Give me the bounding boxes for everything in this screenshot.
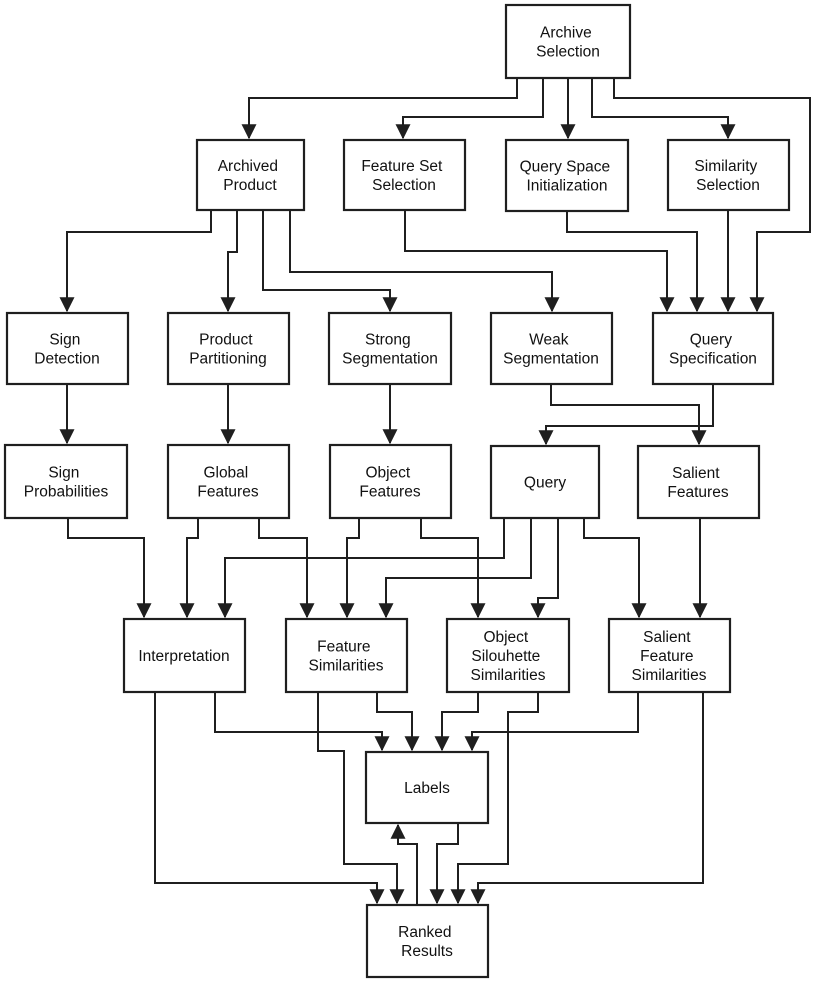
node-ranked-results [367, 905, 488, 977]
edge-query-specification-query [546, 384, 713, 444]
feature-similarities-box [286, 619, 407, 692]
sign-detection-box [7, 313, 128, 384]
edge-ranked-results-labels-feedback [398, 825, 417, 905]
interpretation-label: Interpretation [138, 648, 230, 665]
node-feature-set-selection [344, 140, 465, 210]
node-interpretation [124, 619, 245, 692]
archived-product-label: Archived Product [217, 158, 278, 194]
node-similarity-selection [668, 140, 789, 210]
global-features-box [168, 445, 289, 518]
similarity-selection-label: Similarity Selection [694, 158, 760, 194]
salient-feature-similarities-label: Salient Feature Similarities [631, 629, 707, 684]
edge-labels-ranked-results [437, 823, 458, 903]
sign-probabilities-box [5, 445, 127, 518]
query-specification-box [653, 313, 773, 384]
weak-segmentation-box [491, 313, 612, 384]
salient-features-box [638, 446, 759, 518]
edge-query-interpretation [225, 518, 504, 617]
node-global-features [168, 445, 289, 518]
node-archived-product [197, 140, 304, 210]
query-label: Query [523, 474, 567, 492]
edge-object-features-object-silouhette-similarities [421, 518, 478, 617]
edge-query-object-silouhette-similarities [538, 518, 558, 617]
node-feature-similarities [286, 619, 407, 692]
node-query-space-initialization [506, 140, 628, 211]
edge-global-features-feature-similarities [259, 518, 307, 617]
weak-segmentation-label: Weak Segmentation [503, 331, 599, 368]
edge-feature-set-selection-query-specification [405, 210, 667, 311]
edge-query-salient-feature-similarities [584, 518, 639, 617]
node-query-specification [653, 313, 773, 384]
edge-archive-selection-feature-set-selection [403, 78, 543, 138]
sign-detection-label: Sign Detection [34, 331, 100, 368]
sign-probabilities-label: Sign Probabilities [23, 464, 109, 501]
edge-archived-product-product-partitioning [228, 210, 237, 311]
edge-archive-selection-similarity-selection [592, 78, 728, 138]
feature-set-selection-box [344, 140, 465, 210]
node-labels [366, 752, 488, 823]
edge-global-features-interpretation [187, 518, 198, 617]
node-weak-segmentation [491, 313, 612, 384]
edge-archive-selection-archived-product [249, 78, 517, 138]
archive-selection-label: Archive Selection [536, 24, 600, 61]
node-archive-selection [506, 5, 630, 78]
edge-sign-probabilities-interpretation [68, 518, 144, 617]
edge-archived-product-weak-segmentation [290, 210, 552, 311]
strong-segmentation-box [329, 313, 451, 384]
node-strong-segmentation [329, 313, 451, 384]
product-partitioning-box [168, 313, 289, 384]
edge-interpretation-labels [215, 692, 382, 750]
edge-object-features-feature-similarities [347, 518, 359, 617]
edge-weak-segmentation-salient-features [551, 384, 699, 444]
archive-selection-box [506, 5, 630, 78]
edge-archived-product-strong-segmentation [263, 210, 390, 311]
node-object-silouhette-similarities [447, 619, 569, 692]
global-features-label: Global Features [197, 464, 259, 501]
object-features-label: Object Features [359, 464, 421, 501]
node-sign-detection [7, 313, 128, 384]
strong-segmentation-label: Strong Segmentation [342, 331, 438, 368]
node-sign-probabilities [5, 445, 127, 518]
edge-archived-product-sign-detection [67, 210, 211, 311]
edge-query-space-initialization-query-specification [567, 211, 697, 311]
object-silouhette-similarities-label: Object Silouhette Similarities [470, 629, 546, 684]
node-salient-features [638, 446, 759, 518]
ranked-results-label: Ranked Results [398, 924, 453, 960]
node-query [491, 446, 599, 518]
query-space-initialization-label: Query Space Initialization [519, 158, 611, 195]
node-product-partitioning [168, 313, 289, 384]
node-salient-feature-similarities [609, 619, 730, 692]
node-object-features [330, 445, 451, 518]
labels-label: Labels [404, 780, 450, 797]
edge-query-feature-similarities [386, 518, 531, 617]
feature-similarities-label: Feature Similarities [308, 638, 384, 675]
query-space-initialization-box [506, 140, 628, 211]
similarity-selection-box [668, 140, 789, 210]
salient-features-label: Salient Features [667, 465, 729, 501]
product-partitioning-label: Product Partitioning [189, 331, 267, 368]
object-features-box [330, 445, 451, 518]
archived-product-box [197, 140, 304, 210]
query-specification-label: Query Specification [669, 331, 757, 368]
edge-salient-feature-similarities-ranked-results [478, 692, 703, 903]
edge-salient-feature-similarities-labels [472, 692, 638, 750]
feature-set-selection-label: Feature Set Selection [361, 158, 443, 194]
ranked-results-box [367, 905, 488, 977]
